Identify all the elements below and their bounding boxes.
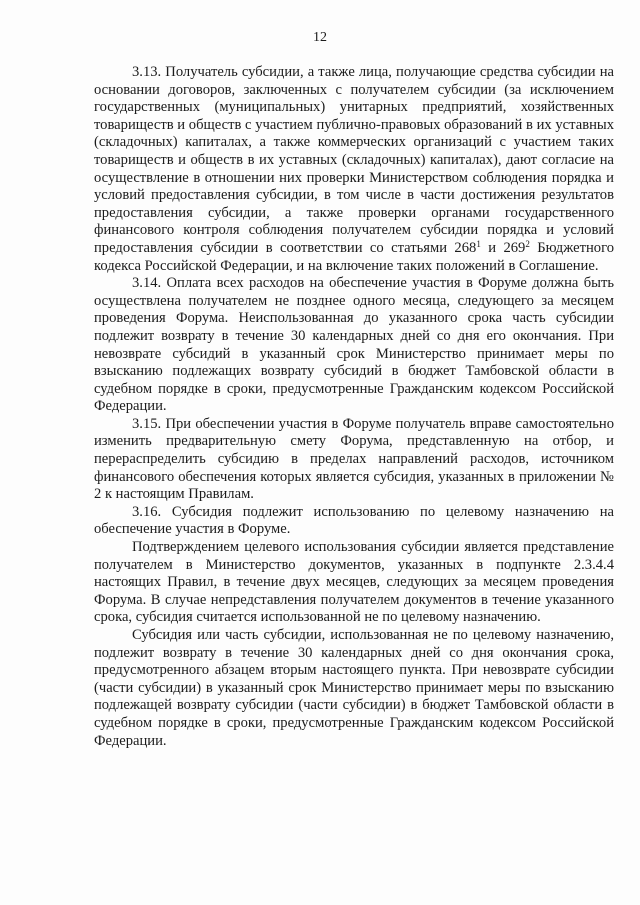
- document-body: [94, 64, 614, 750]
- paragraph-text: 3.16. Субсидия подлежит использованию по целевому назначению на обеспечение участия в Форуме.: [94, 503, 614, 538]
- superscript: 2: [525, 238, 530, 249]
- paragraph-confirmation: [94, 539, 614, 627]
- page-number: 12: [313, 30, 327, 45]
- paragraph-3-13: [94, 64, 614, 275]
- paragraph-3-16: [94, 504, 614, 539]
- paragraph-text: 3.14. Оплата всех расходов на обеспечение участия в Форуме должна быть осуществлена получателем не позднее одного месяца, следующего за месяцем проведения Форума. Неиспользованная до указанного срока часть субсидии подлежит возврату в течение 30 календарных дней со дня его окончания. При невозврате субсидий в указанный срок Министерство принимает меры по взысканию подлежащих возврату субсидий в бюджет Тамбовской области в судебном порядке в сроки, предусмотренные Гражданским кодексом Российской Федерации.: [94, 275, 614, 415]
- paragraph-3-15: [94, 416, 614, 504]
- paragraph-text: Подтверждением целевого использования субсидии является представление получателем в Министерство документов, указанных в подпункте 2.3.4.4 настоящих Правил, в течение двух месяцев, следующих за месяцем проведения Форума. В случае непредставления получателем документов в течение указанного срока, субсидия считается использованной не по целевому назначению.: [94, 539, 614, 626]
- paragraph-text: 3.13. Получатель субсидии, а также лица, получающие средства субсидии на основании договоров, заключенных с получателем субсидии (за исключением государственных (муниципальных) унитарных предприятий, хозяйственных товариществ и обществ с участием публично-правовых образований в их уставных (складочных) капиталах, а также коммерческих организаций с участием таких товариществ и обществ в их уставных (складочных) капиталах), дают согласие на осуществление в отношении них проверки Министерством соблюдения порядка и условий предоставления субсидии, в том числе в части достижения результатов предоставления субсидии, а также проверки органами государственного финансового контроля соблюдения получателем субсидии порядка и условий предоставления субсидии в соответствии со статьями 268: [94, 64, 614, 256]
- paragraph-text: Субсидия или часть субсидии, использованная не по целевому назначению, подлежит возврату в течение 30 календарных дней со дня окончания срока, предусмотренного абзацем вторым настоящего пункта. При невозврате субсидии (части субсидии) в указанный срок Министерство принимает меры по взысканию подлежащей возврату субсидии (части субсидии) в бюджет Тамбовской области в судебном порядке в сроки, предусмотренные Гражданским кодексом Российской Федерации.: [94, 627, 614, 749]
- superscript: 1: [476, 238, 481, 249]
- paragraph-misuse: [94, 627, 614, 750]
- paragraph-text: 3.15. При обеспечении участия в Форуме получатель вправе самостоятельно изменить предварительную смету Форума, представленную на отбор, и перераспределить субсидию в пределах направлений расходов, источником финансового обеспечения которых является субсидия, указанных в приложении № 2 к настоящим Правилам.: [94, 415, 614, 503]
- paragraph-text: и 269: [480, 239, 526, 256]
- paragraph-3-14: [94, 275, 614, 416]
- paragraph-text: Бюджетного кодекса Российской Федерации, и на включение таких положений в Соглашение.: [94, 239, 615, 274]
